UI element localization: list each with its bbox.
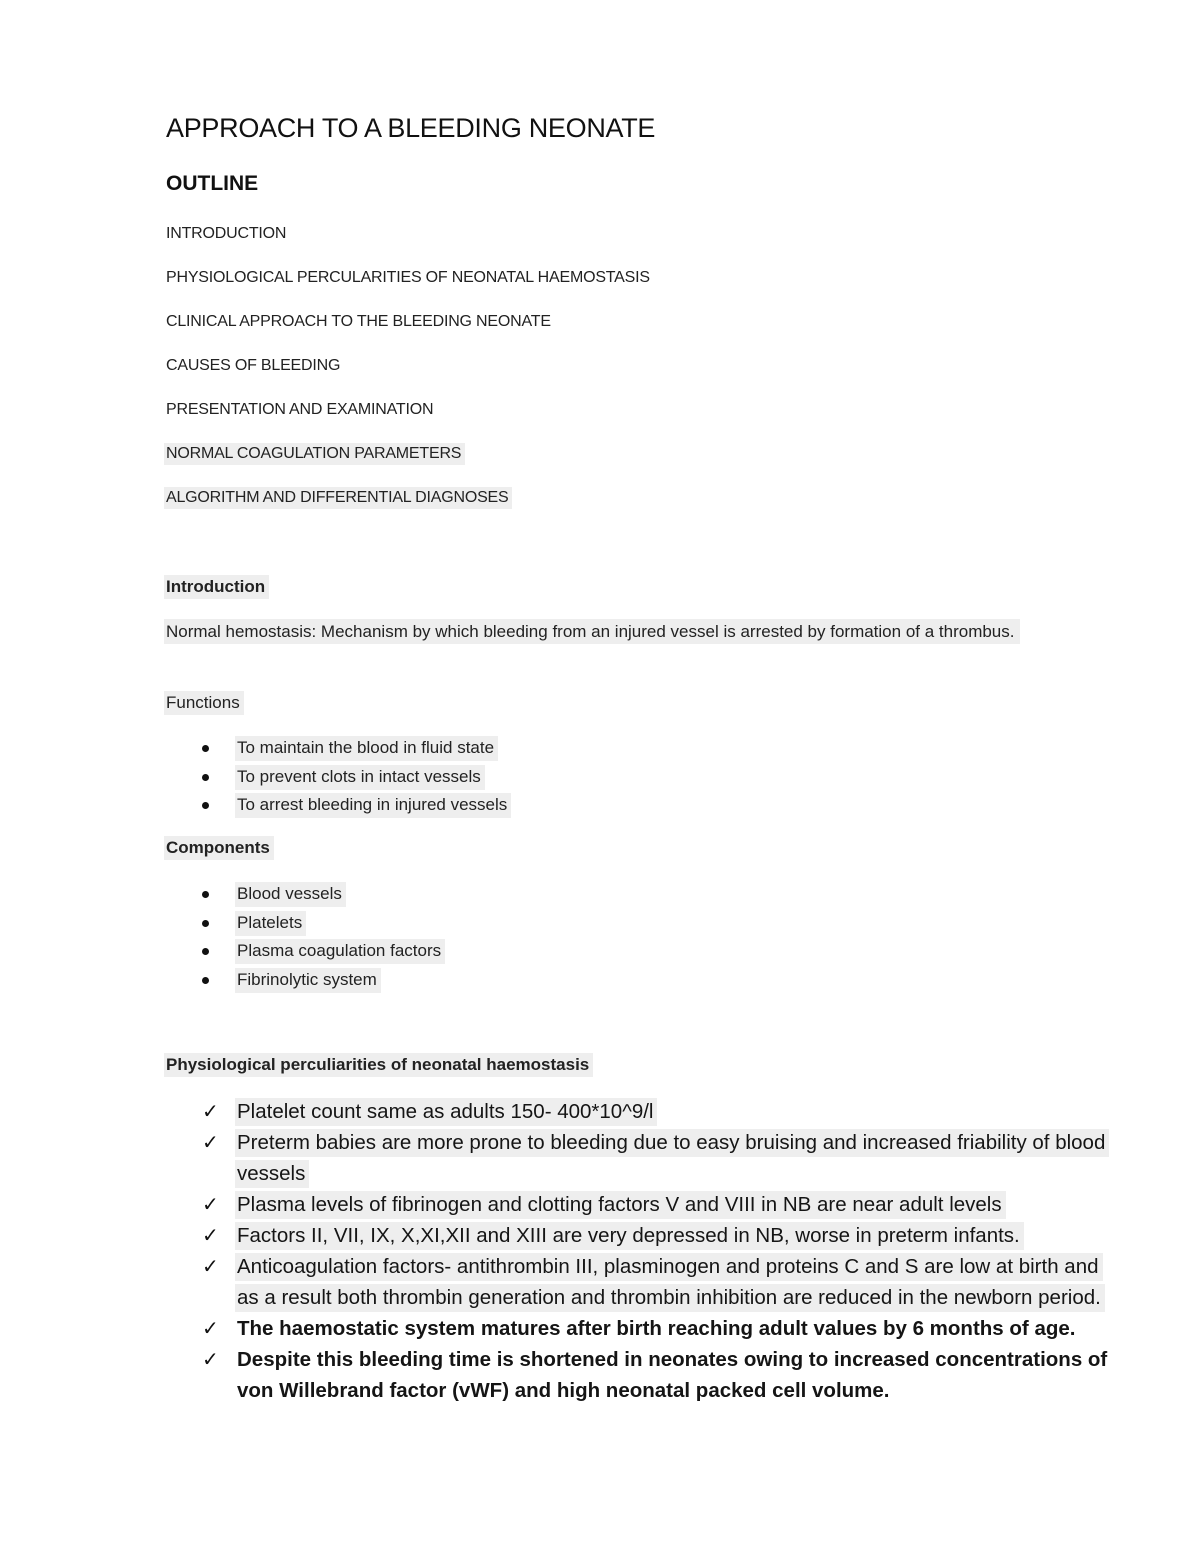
outline-heading: OUTLINE [166,172,259,195]
introduction-heading-text: Introduction [164,575,269,599]
outline-item: CLINICAL APPROACH TO THE BLEEDING NEONATE [166,313,551,330]
checkmark-icon: ✓ [202,1347,219,1371]
list-item-text: Despite this bleeding time is shortened in neonates owing to increased concentrations of von Willebrand factor (vWF) and high neonatal packed cell volume. [237,1348,1108,1402]
checkmark-icon: ✓ [202,1192,219,1216]
bullet-icon [202,891,209,898]
list-item-text: To prevent clots in intact vessels [235,765,485,790]
checkmark-icon: ✓ [202,1130,219,1154]
list-item-text: Fibrinolytic system [235,968,381,993]
outline-item [166,489,512,507]
list-item [166,1096,1116,1127]
hemostasis-definition-text: Normal hemostasis: Mechanism by which bleeding from an injured vessel is arrested by formation of a thrombus. [164,619,1020,644]
bullet-icon [202,745,209,752]
bullet-icon [202,948,209,955]
outline-item: INTRODUCTION [166,225,287,242]
list-item-text: Blood vessels [235,882,346,907]
list-item [166,1313,1116,1344]
list-item [166,1344,1116,1406]
bullet-icon [202,774,209,781]
physiological-heading-text: Physiological perculiarities of neonatal haemostasis [164,1053,593,1077]
list-item-text: To arrest bleeding in injured vessels [235,793,511,818]
outline-item: PRESENTATION AND EXAMINATION [166,401,434,418]
checkmark-icon: ✓ [202,1316,219,1340]
components-heading [166,838,274,858]
list-item [166,1189,1116,1220]
list-item-text: To maintain the blood in fluid state [235,736,498,761]
physiological-list [166,1096,1116,1406]
checkmark-icon: ✓ [202,1099,219,1123]
list-item-text: Factors II, VII, IX, X,XI,XII and XIII are very depressed in NB, worse in preterm infants. [235,1222,1024,1250]
document-title: APPROACH TO A BLEEDING NEONATE [166,113,656,143]
physiological-heading [166,1055,593,1075]
outline-item-text: NORMAL COAGULATION PARAMETERS [164,443,465,465]
list-item-text: Plasma coagulation factors [235,939,445,964]
bullet-icon [202,977,209,984]
list-item [166,1220,1116,1251]
bullet-icon [202,920,209,927]
list-item-text: The haemostatic system matures after birth reaching adult values by 6 months of age. [237,1317,1076,1340]
outline-item [166,445,465,463]
list-item-text: Preterm babies are more prone to bleeding due to easy bruising and increased friability of blood vessels [235,1129,1109,1188]
outline-item: CAUSES OF BLEEDING [166,357,341,374]
list-item-text: Platelets [235,911,306,936]
functions-heading [166,693,244,713]
outline-item-text: ALGORITHM AND DIFFERENTIAL DIAGNOSES [164,487,512,509]
list-item-text: Platelet count same as adults 150- 400*10^9/l [235,1098,657,1126]
list-item-text: Plasma levels of fibrinogen and clotting factors V and VIII in NB are near adult levels [235,1191,1006,1219]
bullet-icon [202,802,209,809]
list-item [166,1127,1116,1189]
list-item [166,1251,1116,1313]
introduction-heading [166,577,269,597]
components-heading-text: Components [164,836,274,860]
outline-item: PHYSIOLOGICAL PERCULARITIES OF NEONATAL HAEMOSTASIS [166,269,650,286]
hemostasis-definition [166,618,1086,646]
functions-heading-text: Functions [164,691,244,715]
checkmark-icon: ✓ [202,1254,219,1278]
list-item-text: Anticoagulation factors- antithrombin III, plasminogen and proteins C and S are low at birth and as a result both thrombin generation and thrombin inhibition are reduced in the newborn period. [235,1253,1105,1312]
checkmark-icon: ✓ [202,1223,219,1247]
